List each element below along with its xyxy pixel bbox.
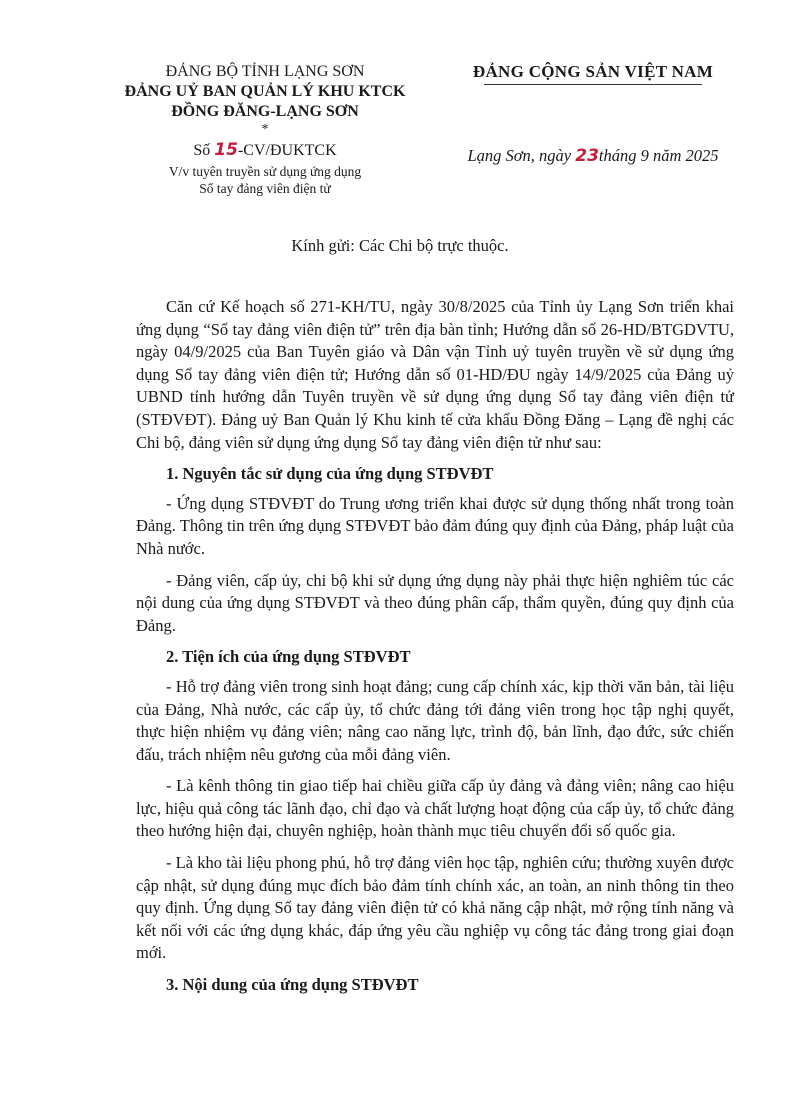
section-heading-1: 1. Nguyên tắc sử dụng của ứng dụng STĐVĐT bbox=[166, 464, 494, 484]
star-mark: * bbox=[261, 122, 269, 137]
paragraph-1a: - Ứng dụng STĐVĐT do Trung ương triển khai được sử dụng thống nhất trong toàn Đảng. Thông tin trên ứng dụng STĐVĐT bảo đảm đúng quy định của Đảng, pháp luật của Nhà nước. bbox=[136, 493, 734, 558]
paragraph-2c: - Là kho tài liệu phong phú, hỗ trợ đảng viên học tập, nghiên cứu; thường xuyên được cập nhật, sử dụng đúng mục đích bảo đảm tính chính xác, an toàn, an ninh thông tin theo quy định. Ứng dụng Sổ tay đảng viên điện tử có khả năng cập nhật, mở rộng tính năng và kết nối với các ứng dụng khác, đáp ứng yêu cầu nghiệp vụ công tác đảng trong giai đoạn mới. bbox=[136, 853, 734, 963]
section-heading-3: 3. Nội dung của ứng dụng STĐVĐT bbox=[166, 975, 419, 995]
issuer-block bbox=[100, 62, 430, 197]
document-number-suffix: -CV/ĐUKTCK bbox=[237, 142, 337, 159]
issuer-line-3: ĐỒNG ĐĂNG-LẠNG SƠN bbox=[171, 103, 359, 120]
paragraph-2b: - Là kênh thông tin giao tiếp hai chiều giữa cấp ủy đảng và đảng viên; nâng cao hiệu lực, hiệu quả công tác lãnh đạo, chỉ đạo và chất lượng hoạt động của cấp ủy, tổ chức đảng theo hướng hiện đại, chuyên nghiệp, hoàn thành mục tiêu chuyển đổi số quốc gia. bbox=[136, 776, 734, 841]
document-number-handwritten: 15 bbox=[214, 140, 238, 160]
paragraph-1b: - Đảng viên, cấp ủy, chi bộ khi sử dụng ứng dụng này phải thực hiện nghiêm túc các nội dung của ứng dụng STĐVĐT và theo đúng phân cấp, thẩm quyền, đúng quy định của Đảng. bbox=[136, 570, 734, 635]
document-body bbox=[136, 296, 734, 1004]
salutation: Kính gửi: Các Chi bộ trực thuộc. bbox=[291, 236, 509, 255]
date-prefix: Lạng Sơn, ngày bbox=[467, 146, 572, 165]
party-underline bbox=[484, 84, 702, 85]
party-block bbox=[438, 62, 748, 167]
date-line bbox=[438, 145, 748, 167]
issuer-line-1: ĐẢNG BỘ TỈNH LẠNG SƠN bbox=[165, 63, 365, 80]
date-day-handwritten: 23 bbox=[575, 146, 599, 166]
subject-line-1: V/v tuyên truyền sử dụng ứng dụng bbox=[168, 164, 362, 179]
party-name: ĐẢNG CỘNG SẢN VIỆT NAM bbox=[472, 62, 714, 81]
intro-paragraph: Căn cứ Kế hoạch số 271-KH/TU, ngày 30/8/2025 của Tỉnh ủy Lạng Sơn triển khai ứng dụng “Sổ tay đảng viên điện tử” trên địa bàn tỉnh; Hướng dẫn số 26-HD/BTGDVTU, ngày 04/9/2025 của Ban Tuyên giáo và Dân vận Tỉnh uỷ tuyên truyền về sử dụng ứng dụng Sổ tay đảng viên điện tử; Hướng dẫn số 01-HD/ĐU ngày 14/9/2025 của Đảng uỷ UBND tỉnh hướng dẫn Tuyên truyền về sử dụng ứng dụng Sổ tay đảng viên điện tử (STĐVĐT). Đảng uỷ Ban Quản lý Khu kinh tế cửa khẩu Đồng Đăng – Lạng đề nghị các Chi bộ, đảng viên sử dụng ứng dụng Sổ tay đảng viên điện tử như sau: bbox=[136, 297, 734, 452]
subject-line-2: Sổ tay đảng viên điện tử bbox=[199, 181, 331, 196]
date-suffix: tháng 9 năm 2025 bbox=[598, 146, 719, 165]
document-number bbox=[100, 140, 430, 161]
document-number-prefix: Số bbox=[193, 142, 211, 159]
section-heading-2: 2. Tiện ích của ứng dụng STĐVĐT bbox=[166, 647, 411, 667]
issuer-line-2: ĐẢNG UỶ BAN QUẢN LÝ KHU KTCK bbox=[124, 83, 406, 100]
paragraph-2a: - Hỗ trợ đảng viên trong sinh hoạt đảng; cung cấp chính xác, kịp thời văn bản, tài liệu của Đảng, Nhà nước, các cấp ủy, tổ chức đảng tới đảng viên trong học tập nghị quyết, thực hiện nhiệm vụ đảng viên; nâng cao năng lực, trình độ, bản lĩnh, đạo đức, sức chiến đấu, trách nhiệm nêu gương của mỗi đảng viên. bbox=[136, 676, 734, 764]
